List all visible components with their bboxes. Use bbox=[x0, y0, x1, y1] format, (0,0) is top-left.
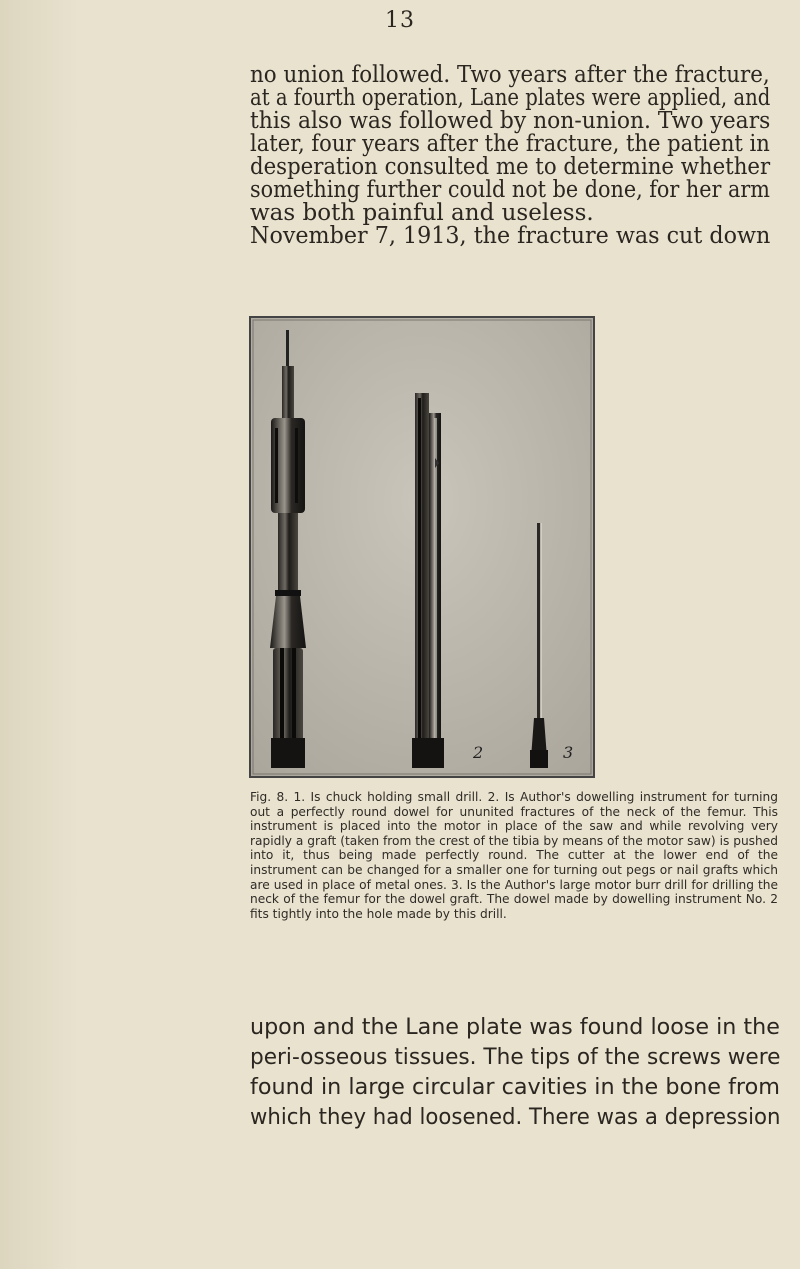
page-edge-shading bbox=[0, 0, 80, 1269]
paragraph-line: which they had loosened. There was a depression bbox=[250, 1105, 781, 1130]
figure-label-2: 2 bbox=[473, 743, 484, 762]
figure-photograph bbox=[249, 316, 595, 778]
page-number: 13 bbox=[385, 8, 415, 33]
paragraph-line: at a fourth operation, Lane plates were applied, and bbox=[250, 85, 771, 111]
caption-figure-number: Fig. 8. bbox=[250, 790, 289, 804]
paragraph-line: peri-osseous tissues. The tips of the screws were bbox=[250, 1045, 781, 1070]
dowelling-instrument bbox=[412, 393, 444, 768]
paragraph-line: this also was followed by non-union. Two years bbox=[250, 108, 771, 134]
figure-label-3: 3 bbox=[563, 743, 574, 762]
paragraph-line: found in large circular cavities in the bone from bbox=[250, 1075, 780, 1100]
paragraph-line: November 7, 1913, the fracture was cut down bbox=[250, 223, 771, 249]
caption-text: 1. Is chuck holding small drill. 2. Is Author's dowelling instrument for turning out a perfectly round dowel for ununited fractures of the neck of the femur. This instrument is placed into the motor in place of the saw and while revolving very rapidly a graft (taken from the crest of the tibia by means of the motor saw) is pushed into it, thus being made perfectly round. The cutter at the lower end of the instrument can be changed for a smaller one for turning out pegs or nail grafts which are used in place of metal ones. 3. Is the Author's large motor burr drill for drilling the neck of the femur for the dowel graft. The dowel made by dowelling instrument No. 2 fits tightly into the hole made by this drill. bbox=[250, 790, 779, 921]
paragraph-line: later, four years after the fracture, the patient in bbox=[250, 131, 770, 157]
paragraph-line: no union followed. Two years after the fracture, bbox=[250, 62, 770, 88]
paragraph-line: something further could not be done, for her arm bbox=[250, 177, 770, 203]
paragraph-line: desperation consulted me to determine whether bbox=[250, 154, 771, 180]
paragraph-line: was both painful and useless. bbox=[250, 200, 594, 226]
paragraph-line: upon and the Lane plate was found loose in the bbox=[250, 1015, 780, 1040]
figure-caption bbox=[250, 790, 778, 921]
paragraph-bottom bbox=[250, 1013, 780, 1133]
paragraph-top bbox=[250, 64, 770, 248]
instruments-illustration bbox=[251, 318, 593, 776]
